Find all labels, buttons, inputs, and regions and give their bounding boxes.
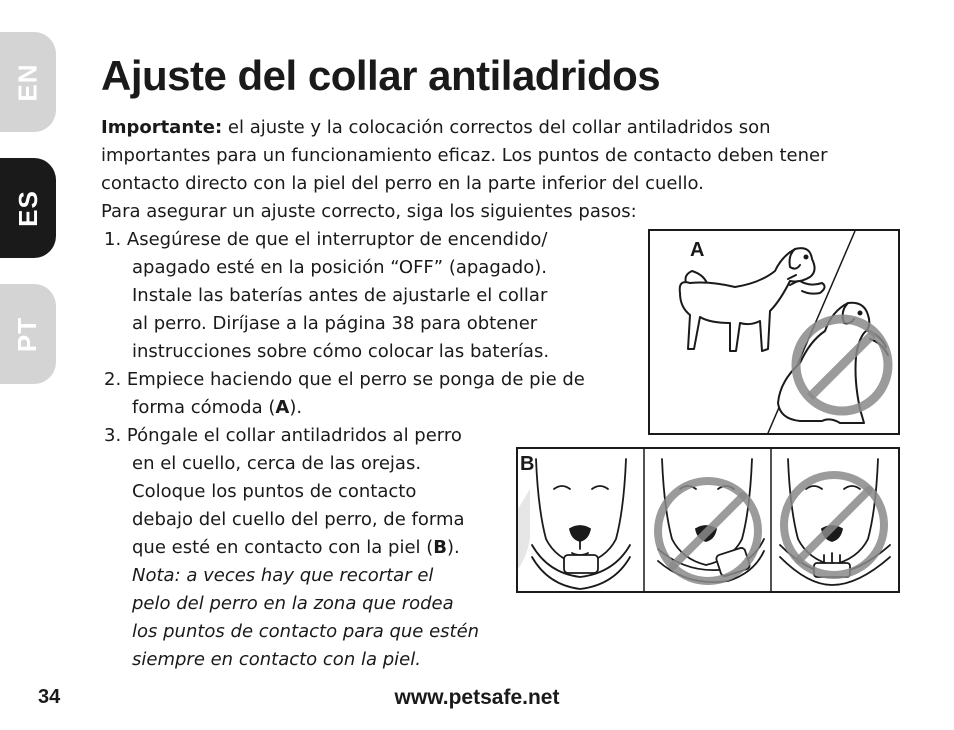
intro-line-2: importantes para un funcionamiento eficaz. Los puntos de contacto deben tener — [101, 145, 828, 166]
note-text-2: pelo del perro en la zona que rodea — [132, 593, 454, 614]
intro-paragraph — [101, 114, 881, 226]
intro-line-1 — [101, 114, 881, 142]
tab-en-label: EN — [12, 62, 43, 102]
step-3-line-3: Coloque los puntos de contacto — [132, 481, 417, 502]
page-number: 34 — [38, 686, 61, 708]
step-3-line-1: 3. Póngale el collar antiladridos al perro — [104, 425, 462, 446]
dog-face-wrong-position-icon — [780, 459, 890, 585]
note-line-3 — [104, 618, 585, 646]
figure-a — [648, 229, 900, 435]
page-title: Ajuste del collar antiladridos — [101, 52, 661, 99]
footer-url-link[interactable]: www.petsafe.net — [394, 686, 560, 709]
important-label: Importante: — [101, 117, 223, 138]
step-1-line-4: al perro. Diríjase a la página 38 para obtener — [132, 313, 538, 334]
step-3-line-2: en el cuello, cerca de las orejas. — [132, 453, 422, 474]
figure-b — [516, 447, 900, 593]
figure-b-label: B — [520, 453, 535, 475]
step-1-line-5: instrucciones sobre cómo colocar las baterías. — [132, 341, 550, 362]
steps-list — [104, 226, 585, 674]
step-3-text: que esté en contacto con la piel ( — [132, 537, 434, 558]
step-1-line-3: Instale las baterías antes de ajustarle el collar — [132, 285, 548, 306]
figure-a-ref: A — [275, 397, 290, 418]
step-2-line-2 — [104, 394, 585, 422]
intro-line-1-text: el ajuste y la colocación correctos del collar antiladridos son — [222, 117, 771, 138]
note-text-3: los puntos de contacto para que estén — [132, 621, 480, 642]
figure-a-label: A — [690, 239, 705, 261]
figure-b-ref: B — [433, 537, 448, 558]
figure-b-illustration — [518, 449, 898, 591]
step-1-line-2: apagado esté en la posición “OFF” (apagado). — [132, 257, 547, 278]
note-line-4 — [104, 646, 585, 674]
note-line-1 — [104, 562, 585, 590]
step-3-line-4: debajo del cuello del perro, de forma — [132, 509, 465, 530]
tab-es-label: ES — [12, 189, 43, 227]
step-2-text: forma cómoda ( — [132, 397, 276, 418]
tab-es[interactable] — [0, 158, 56, 258]
note-line-2 — [104, 590, 585, 618]
step-3-end: ). — [447, 537, 460, 558]
dog-face-loose-collar-icon — [658, 459, 764, 582]
step-1-line-1: 1. Asegúrese de que el interruptor de encendido/ — [104, 229, 548, 250]
note-text-1: Nota: a veces hay que recortar el — [132, 565, 434, 586]
note-text-4: siempre en contacto con la piel. — [132, 649, 421, 670]
step-2-line-1: 2. Empiece haciendo que el perro se ponga de pie de — [104, 369, 585, 390]
dog-face-correct-icon — [518, 459, 630, 589]
tab-pt-label: PT — [12, 316, 43, 352]
intro-line-3: contacto directo con la piel del perro en la parte inferior del cuello. — [101, 173, 704, 194]
step-3-line-5 — [104, 534, 585, 562]
step-2-end: ). — [289, 397, 303, 418]
tab-en[interactable] — [0, 32, 56, 132]
figure-a-illustration — [650, 231, 898, 433]
tab-pt[interactable] — [0, 284, 56, 384]
intro-line-4: Para asegurar un ajuste correcto, siga los siguientes pasos: — [101, 201, 637, 222]
